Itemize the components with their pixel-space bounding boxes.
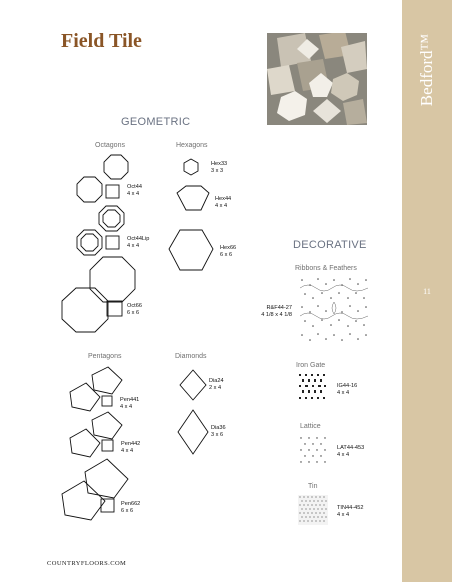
brand-name: Bedford™	[417, 33, 436, 107]
footer-website: COUNTRYFLOORS.COM	[47, 560, 127, 567]
pentagon-shape	[70, 383, 100, 411]
label-oct44lip: Oct44Lip 4 x 4	[127, 236, 150, 249]
label-pen442: Pen442 4 x 4	[121, 441, 141, 454]
square-shape	[107, 301, 122, 316]
group-lattice: Lattice	[300, 423, 321, 430]
square-shape	[106, 185, 119, 198]
section-decorative: DECORATIVE	[293, 239, 367, 251]
octagon-inner-shape	[103, 210, 120, 227]
lattice-tile-image	[298, 435, 328, 465]
iron-gate-tile-image	[298, 373, 328, 403]
diamond-shape	[180, 370, 206, 400]
pentagon-shape	[70, 429, 100, 457]
label-oct44: Oct44 4 x 4	[127, 184, 142, 197]
label-lattice: LAT44-453 4 x 4	[337, 445, 365, 458]
group-pentagons: Pentagons	[88, 353, 122, 360]
tin-tile-image	[298, 495, 328, 525]
pentagon-shape	[62, 481, 105, 520]
label-hex66: Hex66 6 x 6	[220, 245, 237, 258]
label-pen441: Pen441 4 x 4	[120, 397, 140, 410]
hexagon-shape	[177, 186, 209, 210]
octagon-shape	[77, 177, 102, 202]
square-shape	[101, 499, 114, 512]
group-tin: Tin	[308, 483, 318, 490]
square-shape	[102, 396, 112, 406]
pentagon-shape	[92, 367, 122, 394]
label-dia24: Dia24 2 x 4	[209, 378, 224, 391]
diamond-shape	[178, 410, 208, 454]
label-tin: TIN44-452 4 x 4	[337, 505, 364, 518]
label-hex33: Hex33 3 x 3	[211, 161, 228, 174]
group-hexagons: Hexagons	[176, 142, 208, 149]
section-geometric: GEOMETRIC	[121, 116, 191, 128]
label-dia36: Dia36 3 x 6	[211, 425, 226, 438]
group-diamonds: Diamonds	[175, 353, 207, 360]
group-iron-gate: Iron Gate	[296, 362, 326, 369]
pentagon-shape	[92, 412, 122, 439]
hexagon-shape	[184, 159, 198, 175]
ribbons-feathers-tile-image	[298, 276, 370, 346]
label-hex44: Hex44 4 x 4	[215, 196, 232, 209]
group-octagons: Octagons	[95, 142, 125, 149]
octagon-shape	[104, 155, 128, 179]
pentagon-shape	[85, 459, 128, 498]
hexagon-shape	[169, 230, 213, 270]
label-ribbons-feathers: R&F44-27 4 1/8 x 4 1/8	[261, 305, 292, 318]
square-shape	[102, 440, 113, 451]
octagon-shape	[62, 288, 108, 332]
label-pen662: Pen662 6 x 6	[121, 501, 141, 514]
octagon-shape	[90, 257, 135, 302]
page-number: 11	[423, 287, 431, 296]
page-title: Field Tile	[61, 30, 142, 52]
group-ribbons-feathers: Ribbons & Feathers	[295, 265, 357, 272]
square-shape	[106, 236, 119, 249]
label-iron-gate: IG44-16 4 x 4	[337, 383, 358, 396]
octagon-inner-shape	[81, 234, 98, 251]
label-oct66: Oct66 6 x 6	[127, 303, 142, 316]
